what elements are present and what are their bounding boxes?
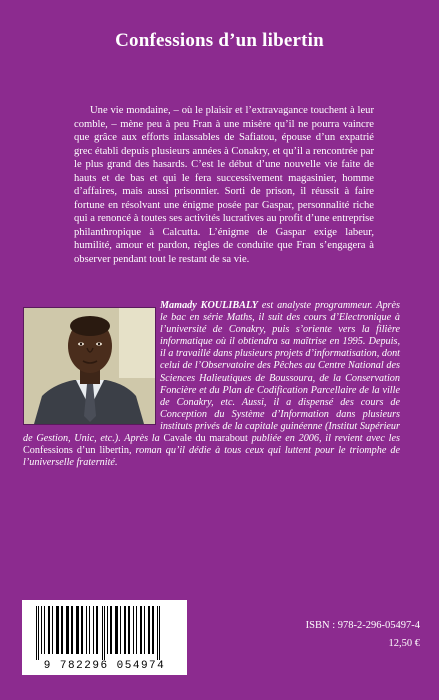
barcode-bar [136,606,137,654]
barcode-bar [86,606,87,654]
barcode-bar [120,606,121,654]
barcode-bar [52,606,53,654]
barcode-bar [66,606,69,654]
bio-text-1: est analyste programmeur. Après le bac en série Maths, il suit des cours d’Electronique à l’université de Conakry, puis s’oriente vers la filière informatique où il obtiendra sa maîtrise en 1995. Depuis, il a travaillé dans plusieurs projets d’informatisation, dont celui de l’Observatoire des Pêches au Centre National des Sciences Halieutiques de Boussoura, de la Conservation Foncière et du Plan de Codification Parcellaire de la ville de Conakry, etc. Aussi, il a dispensé des cours de Conception du Système d’Information dans plusieurs instituts privés de la capitale guinéenne (Institut Supérieur de Gestion, Unic, etc.). Après la [23,300,400,445]
barcode-bar [96,606,98,654]
barcode-bar [71,606,73,654]
barcode-bar [152,606,154,654]
barcode-bar [144,606,145,654]
barcode-bar [44,606,45,654]
barcode-bar [48,606,50,654]
barcode-bar [148,606,150,654]
barcode-bar [159,606,160,660]
isbn: ISBN : 978-2-296-05497-4 [305,620,420,631]
bio-text-3: , roman qu’il dédie à tous ceux qui luttent pour le triomphe de l’universelle fraternité. [23,445,401,469]
bio-text-2: publiée en 2006, il revient avec les [247,433,400,445]
barcode-bar [102,606,103,660]
synopsis [74,104,374,266]
barcode-bar [157,606,158,660]
book-title: Confessions d’un libertin [115,30,324,51]
barcode-bar [104,606,105,660]
author-name: Mamady KOULIBALY [160,300,259,311]
synopsis-paragraph: Une vie mondaine, – où le plaisir et l’extravagance touchent à leur comble, – mène peu à peu Fran à une misère qu’il ne pourra vaincre que grâce aux efforts inlassables de Safiatou, épouse d’un expatrié grec établi depuis plusieurs années à Conakry, et qu’il a rencontrée par le plus grand des hasards. C’est le début d’une nouvelle vie faite de hauts et de bas et qui le fera successivement magasinier, homme d’affaires, mais aussi prisonnier. Sorti de prison, il réussit à faire fortune en résolvant une énigme posée par Gaspar, personnalité riche qui a renoncé à toutes ses activités lucratives au profit d’une entreprise philanthropique à Calcutta. L’énigme de Gaspar exige labeur, humilité, amour et pardon, règles de conduite que Fran s’engagera à observer pendant tout le restant de sa vie. [74,105,374,265]
barcode-bar [81,606,83,654]
barcode-bar [38,606,39,660]
barcode-bar [107,606,108,654]
barcode-bar [115,606,118,654]
barcode [22,600,187,675]
barcode-bar [110,606,112,654]
barcode-digits: 9 782296 054974 [43,660,166,672]
barcode-bar [128,606,130,654]
barcode-bar [41,606,42,654]
author-photo [23,307,156,425]
barcode-bar [89,606,90,654]
price: 12,50 € [388,638,420,649]
barcode-bar [61,606,63,654]
barcode-bar [140,606,142,654]
book-title-1: Cavale du marabout [163,433,248,445]
barcode-bar [93,606,94,654]
book-title-2: Confessions d’un libertin [23,445,129,457]
barcode-bar [76,606,79,654]
barcode-bar [36,606,37,660]
barcode-bar [124,606,126,654]
barcode-bar [56,606,59,654]
barcode-bar [133,606,134,654]
